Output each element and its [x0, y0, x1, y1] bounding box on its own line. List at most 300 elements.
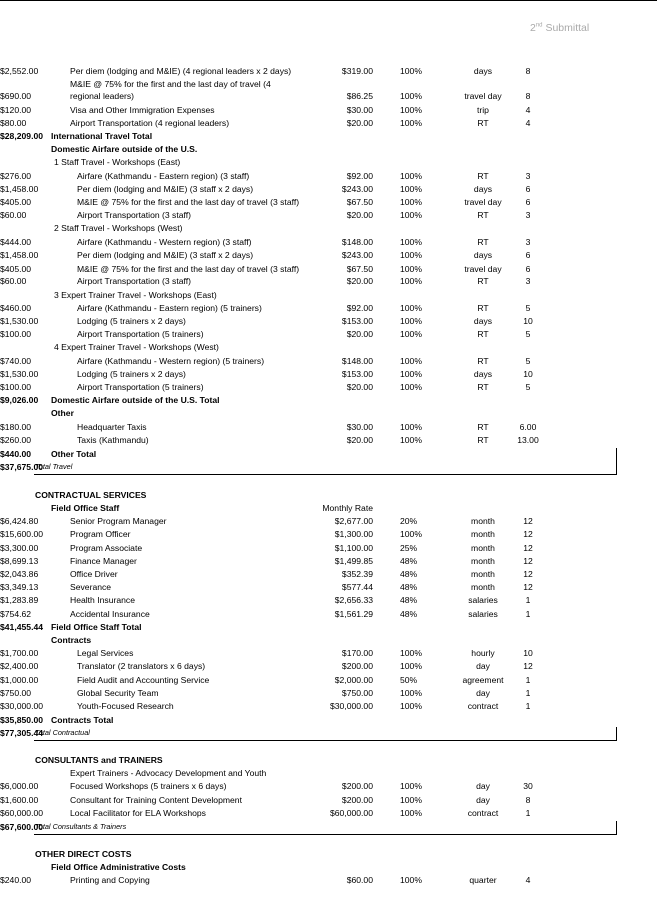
row-pct: 100%	[400, 781, 422, 791]
row-qty: 4	[525, 105, 531, 115]
row-label: M&IE @ 75% for the first and the last day of travel (3 staff)	[77, 197, 300, 207]
row-qty: 10	[523, 648, 533, 658]
table-row	[0, 609, 657, 621]
row-rate: $20.00	[346, 118, 373, 128]
row-label: Global Security Team	[77, 688, 159, 698]
row-total: $77,305.44	[0, 728, 44, 738]
row-rate: $319.00	[341, 66, 373, 76]
row-unit: contract	[467, 701, 499, 711]
row-rate: $243.00	[341, 250, 373, 260]
row-pct: 48%	[400, 595, 418, 605]
row-qty: 3	[525, 237, 531, 247]
row-pct: 100%	[400, 118, 422, 128]
row-rate: $30.00	[346, 105, 373, 115]
table-row	[0, 329, 657, 341]
row-label: Contracts Total	[51, 715, 114, 725]
table-row	[0, 435, 657, 447]
row-total: $28,209.00	[0, 131, 44, 141]
row-label: Airfare (Kathmandu - Eastern region) (5 trainers)	[77, 303, 262, 313]
table-row	[0, 449, 657, 461]
row-pct: 100%	[400, 688, 422, 698]
row-qty: 13.00	[517, 435, 539, 445]
table-row	[0, 408, 657, 420]
row-total: $750.00	[0, 688, 32, 698]
row-rate: $200.00	[341, 661, 373, 671]
row-total: $1,700.00	[0, 648, 39, 658]
contractual-total-box-edge	[616, 727, 617, 741]
row-total: $1,600.00	[0, 795, 39, 805]
row-rate: $67.50	[346, 264, 373, 274]
row-pct: 100%	[400, 661, 422, 671]
row-label: Airfare (Kathmandu - Western region) (3 staff)	[77, 237, 252, 247]
row-unit: travel day	[464, 197, 502, 207]
row-pct: 100%	[400, 91, 422, 101]
row-pct: 100%	[400, 808, 422, 818]
row-qty: 10	[523, 369, 533, 379]
row-pct: 20%	[400, 516, 418, 526]
row-label: Program Associate	[70, 543, 143, 553]
table-row	[0, 728, 657, 740]
table-row	[0, 595, 657, 607]
row-unit: days	[473, 250, 493, 260]
row-total: $1,530.00	[0, 369, 39, 379]
table-row	[0, 795, 657, 807]
row-rate: $148.00	[341, 356, 373, 366]
row-unit: salaries	[468, 595, 498, 605]
row-qty: 4	[525, 118, 531, 128]
row-unit: days	[473, 66, 493, 76]
row-label: Focused Workshops (5 trainers x 6 days)	[70, 781, 227, 791]
row-unit: day	[476, 661, 490, 671]
table-row	[0, 715, 657, 727]
row-label: Total Contractual	[35, 728, 90, 737]
table-row	[0, 808, 657, 820]
row-label: OTHER DIRECT COSTS	[35, 849, 132, 859]
row-total: $440.00	[0, 449, 32, 459]
row-total: $1,000.00	[0, 675, 39, 685]
row-total: $444.00	[0, 237, 32, 247]
row-rate: $2,000.00	[334, 675, 373, 685]
row-label: Total Travel	[35, 462, 73, 471]
row-pct: 100%	[400, 382, 422, 392]
row-label: Domestic Airfare outside of the U.S.	[51, 144, 198, 154]
row-label: 1 Staff Travel - Workshops (East)	[54, 157, 181, 167]
table-row	[0, 503, 657, 515]
row-unit: RT	[477, 356, 489, 366]
row-total: $100.00	[0, 382, 32, 392]
row-label: regional leaders)	[70, 91, 135, 101]
row-qty: 12	[523, 556, 533, 566]
table-row	[0, 862, 657, 874]
row-pct: 100%	[400, 184, 422, 194]
row-total: $740.00	[0, 356, 32, 366]
row-pct: 100%	[400, 250, 422, 260]
table-row	[0, 781, 657, 793]
row-pct: 25%	[400, 543, 418, 553]
table-row	[0, 105, 657, 117]
row-unit: RT	[477, 329, 489, 339]
table-row	[0, 356, 657, 368]
row-pct: 100%	[400, 264, 422, 274]
row-total: $60,000.00	[0, 808, 44, 818]
row-unit: month	[471, 556, 495, 566]
row-total: $120.00	[0, 105, 32, 115]
row-rate: $352.39	[341, 569, 373, 579]
table-row	[0, 849, 657, 861]
row-qty: 8	[525, 795, 531, 805]
row-pct: 100%	[400, 171, 422, 181]
row-qty: 6	[525, 264, 531, 274]
row-unit: month	[471, 543, 495, 553]
row-rate: $20.00	[346, 276, 373, 286]
row-label: Airport Transportation (5 trainers)	[77, 382, 204, 392]
row-pct: 100%	[400, 210, 422, 220]
row-unit: salaries	[468, 609, 498, 619]
row-total: $690.00	[0, 91, 32, 101]
row-total: $405.00	[0, 264, 32, 274]
row-unit: RT	[477, 303, 489, 313]
table-row	[0, 210, 657, 222]
row-pct: 100%	[400, 197, 422, 207]
row-label: International Travel Total	[51, 131, 153, 141]
table-row	[0, 290, 657, 302]
row-total: $460.00	[0, 303, 32, 313]
row-label: Visa and Other Immigration Expenses	[70, 105, 215, 115]
row-pct: 100%	[400, 369, 422, 379]
row-total: $1,530.00	[0, 316, 39, 326]
table-row	[0, 516, 657, 528]
table-row	[0, 223, 657, 235]
row-rate: $30.00	[346, 422, 373, 432]
row-label: Airfare (Kathmandu - Western region) (5 trainers)	[77, 356, 265, 366]
table-row	[0, 369, 657, 381]
row-rate: $200.00	[341, 795, 373, 805]
row-label: CONTRACTUAL SERVICES	[35, 490, 147, 500]
row-unit: month	[471, 569, 495, 579]
table-row	[0, 661, 657, 673]
table-row	[0, 316, 657, 328]
row-qty: 6	[525, 184, 531, 194]
row-rate: $20.00	[346, 435, 373, 445]
row-total: $276.00	[0, 171, 32, 181]
row-label: Lodging (5 trainers x 2 days)	[77, 369, 186, 379]
row-label: Per diem (lodging and M&IE) (4 regional leaders x 2 days)	[70, 66, 292, 76]
row-rate: $92.00	[346, 171, 373, 181]
table-row	[0, 556, 657, 568]
table-row	[0, 701, 657, 713]
row-total: $9,026.00	[0, 395, 39, 405]
row-unit: RT	[477, 171, 489, 181]
row-label: Per diem (lodging and M&IE) (3 staff x 2 days)	[77, 250, 254, 260]
table-row	[0, 648, 657, 660]
row-label: Airfare (Kathmandu - Eastern region) (3 staff)	[77, 171, 250, 181]
row-total: $35,850.00	[0, 715, 44, 725]
row-pct: 100%	[400, 105, 422, 115]
table-row	[0, 157, 657, 169]
row-qty: 6.00	[519, 422, 537, 432]
row-total: $3,300.00	[0, 543, 39, 553]
row-qty: 12	[523, 516, 533, 526]
row-label: M&IE @ 75% for the first and the last day of travel (3 staff)	[77, 264, 300, 274]
row-qty: 12	[523, 569, 533, 579]
row-unit: RT	[477, 210, 489, 220]
table-row	[0, 755, 657, 767]
row-unit: day	[476, 781, 490, 791]
table-row	[0, 118, 657, 130]
row-pct: 100%	[400, 648, 422, 658]
table-row	[0, 91, 657, 103]
row-label: Airport Transportation (3 staff)	[77, 276, 191, 286]
row-pct: 48%	[400, 609, 418, 619]
row-label: Printing and Copying	[70, 875, 150, 885]
table-row	[0, 237, 657, 249]
row-pct: 48%	[400, 582, 418, 592]
row-rate: $20.00	[346, 382, 373, 392]
row-rate: $1,300.00	[334, 529, 373, 539]
row-unit: month	[471, 582, 495, 592]
table-row	[0, 822, 657, 834]
travel-total-box-edge	[616, 448, 617, 475]
table-row	[0, 171, 657, 183]
row-unit: travel day	[464, 91, 502, 101]
table-row	[0, 622, 657, 634]
row-qty: 12	[523, 582, 533, 592]
row-rate: $153.00	[341, 369, 373, 379]
row-rate: $153.00	[341, 316, 373, 326]
row-total: $2,552.00	[0, 66, 39, 76]
row-pct: 100%	[400, 875, 422, 885]
row-label: Airport Transportation (5 trainers)	[77, 329, 204, 339]
row-qty: 30	[523, 781, 533, 791]
row-label: 4 Expert Trainer Travel - Workshops (West)	[54, 342, 219, 352]
row-unit: RT	[477, 118, 489, 128]
row-label: Finance Manager	[70, 556, 137, 566]
row-label: Field Office Staff Total	[51, 622, 142, 632]
row-qty: 4	[525, 875, 531, 885]
row-rate: $148.00	[341, 237, 373, 247]
table-row	[0, 569, 657, 581]
row-total: $240.00	[0, 875, 32, 885]
row-pct: 100%	[400, 701, 422, 711]
row-total: $100.00	[0, 329, 32, 339]
row-total: $1,458.00	[0, 250, 39, 260]
row-total: $6,000.00	[0, 781, 39, 791]
row-label: Other Total	[51, 449, 97, 459]
row-label: Airport Transportation (4 regional leaders)	[70, 118, 230, 128]
row-label: 3 Expert Trainer Travel - Workshops (East)	[54, 290, 217, 300]
row-total: $2,043.86	[0, 569, 39, 579]
row-qty: 12	[523, 543, 533, 553]
table-row	[0, 131, 657, 143]
row-pct: 100%	[400, 316, 422, 326]
row-label: Lodging (5 trainers x 2 days)	[77, 316, 186, 326]
row-total: $260.00	[0, 435, 32, 445]
row-rate: $2,656.33	[334, 595, 373, 605]
row-rate: $577.44	[341, 582, 373, 592]
table-row	[0, 635, 657, 647]
row-unit: travel day	[464, 264, 502, 274]
table-row	[0, 276, 657, 288]
row-label: Per diem (lodging and M&IE) (3 staff x 2 days)	[77, 184, 254, 194]
row-rate: $170.00	[341, 648, 373, 658]
row-unit: month	[471, 516, 495, 526]
row-pct: 100%	[400, 276, 422, 286]
table-row	[0, 395, 657, 407]
table-row	[0, 342, 657, 354]
row-qty: 1	[525, 675, 531, 685]
row-total: $754.62	[0, 609, 32, 619]
row-label: Other	[51, 408, 74, 418]
table-row	[0, 303, 657, 315]
row-label: Consultant for Training Content Development	[70, 795, 242, 805]
row-qty: 3	[525, 276, 531, 286]
row-qty: 5	[525, 356, 531, 366]
row-rate: $86.25	[346, 91, 373, 101]
table-row	[0, 490, 657, 502]
row-pct: 48%	[400, 569, 418, 579]
row-qty: 5	[525, 329, 531, 339]
row-pct: 100%	[400, 422, 422, 432]
row-unit: agreement	[462, 675, 504, 685]
table-row	[0, 250, 657, 262]
row-unit: RT	[477, 382, 489, 392]
row-qty: 1	[525, 609, 531, 619]
table-row	[0, 675, 657, 687]
row-rate: $60.00	[346, 875, 373, 885]
total-consultants-rule	[34, 834, 616, 835]
row-label: CONSULTANTS and TRAINERS	[35, 755, 163, 765]
row-unit: RT	[477, 276, 489, 286]
row-unit: days	[473, 369, 493, 379]
row-pct: 100%	[400, 795, 422, 805]
row-rate: $67.50	[346, 197, 373, 207]
page-top-border	[0, 0, 657, 1]
row-label: Program Officer	[70, 529, 131, 539]
row-unit: days	[473, 184, 493, 194]
row-total: $1,458.00	[0, 184, 39, 194]
row-label: Headquarter Taxis	[77, 422, 147, 432]
row-unit: day	[476, 688, 490, 698]
row-total: $8,699.13	[0, 556, 39, 566]
row-pct: 48%	[400, 556, 418, 566]
row-label: Local Facilitator for ELA Workshops	[70, 808, 206, 818]
row-qty: 5	[525, 382, 531, 392]
table-row	[0, 184, 657, 196]
row-pct: 100%	[400, 303, 422, 313]
row-total: $3,349.13	[0, 582, 39, 592]
table-row	[0, 768, 657, 780]
table-row	[0, 688, 657, 700]
table-row	[0, 79, 657, 91]
row-qty: 12	[523, 661, 533, 671]
row-qty: 8	[525, 91, 531, 101]
row-total: $405.00	[0, 197, 32, 207]
table-row	[0, 197, 657, 209]
row-unit: day	[476, 795, 490, 805]
row-qty: 10	[523, 316, 533, 326]
row-label: Severance	[70, 582, 112, 592]
row-qty: 1	[525, 701, 531, 711]
row-rate: $20.00	[346, 329, 373, 339]
row-pct: 100%	[400, 435, 422, 445]
row-total: $60.00	[0, 210, 27, 220]
table-row	[0, 422, 657, 434]
row-total: $180.00	[0, 422, 32, 432]
row-label: Field Audit and Accounting Service	[77, 675, 210, 685]
row-label: Contracts	[51, 635, 92, 645]
total-travel-rule	[34, 474, 616, 475]
total-contractual-rule	[34, 740, 616, 741]
row-pct: 50%	[400, 675, 418, 685]
row-qty: 3	[525, 210, 531, 220]
row-unit: RT	[477, 435, 489, 445]
table-row	[0, 66, 657, 78]
row-label: Office Driver	[70, 569, 118, 579]
table-row	[0, 462, 657, 474]
row-rate: $60,000.00	[329, 808, 373, 818]
table-row	[0, 529, 657, 541]
row-total: $60.00	[0, 276, 27, 286]
row-qty: 6	[525, 250, 531, 260]
row-label: Taxis (Kathmandu)	[77, 435, 149, 445]
row-unit: trip	[477, 105, 489, 115]
row-rate: $20.00	[346, 210, 373, 220]
row-qty: 8	[525, 66, 531, 76]
row-label: Field Office Staff	[51, 503, 120, 513]
row-rate: $2,677.00	[334, 516, 373, 526]
row-label: Health Insurance	[70, 595, 135, 605]
row-total: $80.00	[0, 118, 27, 128]
row-pct: 100%	[400, 529, 422, 539]
row-qty: 12	[523, 529, 533, 539]
row-qty: 1	[525, 595, 531, 605]
consultants-total-box-edge	[616, 821, 617, 835]
row-pct: 100%	[400, 66, 422, 76]
row-rate: $30,000.00	[329, 701, 373, 711]
row-total: $2,400.00	[0, 661, 39, 671]
row-label: M&IE @ 75% for the first and the last day of travel (4	[70, 79, 271, 89]
table-row	[0, 264, 657, 276]
row-unit: days	[473, 316, 493, 326]
row-total: $41,455.44	[0, 622, 44, 632]
row-unit: RT	[477, 237, 489, 247]
row-rate: Monthly Rate	[322, 503, 373, 513]
row-total: $1,283.89	[0, 595, 39, 605]
row-rate: $1,561.29	[334, 609, 373, 619]
row-label: Total Consultants & Trainers	[35, 822, 127, 831]
row-pct: 100%	[400, 356, 422, 366]
row-label: Domestic Airfare outside of the U.S. Total	[51, 395, 220, 405]
row-unit: quarter	[469, 875, 497, 885]
row-unit: hourly	[471, 648, 495, 658]
row-label: Translator (2 translators x 6 days)	[77, 661, 206, 671]
row-rate: $92.00	[346, 303, 373, 313]
row-label: Legal Services	[77, 648, 134, 658]
row-total: $6,424.80	[0, 516, 39, 526]
row-total: $67,600.00	[0, 822, 44, 832]
row-total: $15,600.00	[0, 529, 44, 539]
table-row	[0, 543, 657, 555]
row-qty: 5	[525, 303, 531, 313]
row-rate: $243.00	[341, 184, 373, 194]
row-qty: 1	[525, 688, 531, 698]
row-label: Expert Trainers - Advocacy Development and Youth	[70, 768, 267, 778]
row-label: Accidental Insurance	[70, 609, 150, 619]
row-unit: month	[471, 529, 495, 539]
row-pct: 100%	[400, 329, 422, 339]
row-total: $37,675.00	[0, 462, 44, 472]
row-unit: RT	[477, 422, 489, 432]
